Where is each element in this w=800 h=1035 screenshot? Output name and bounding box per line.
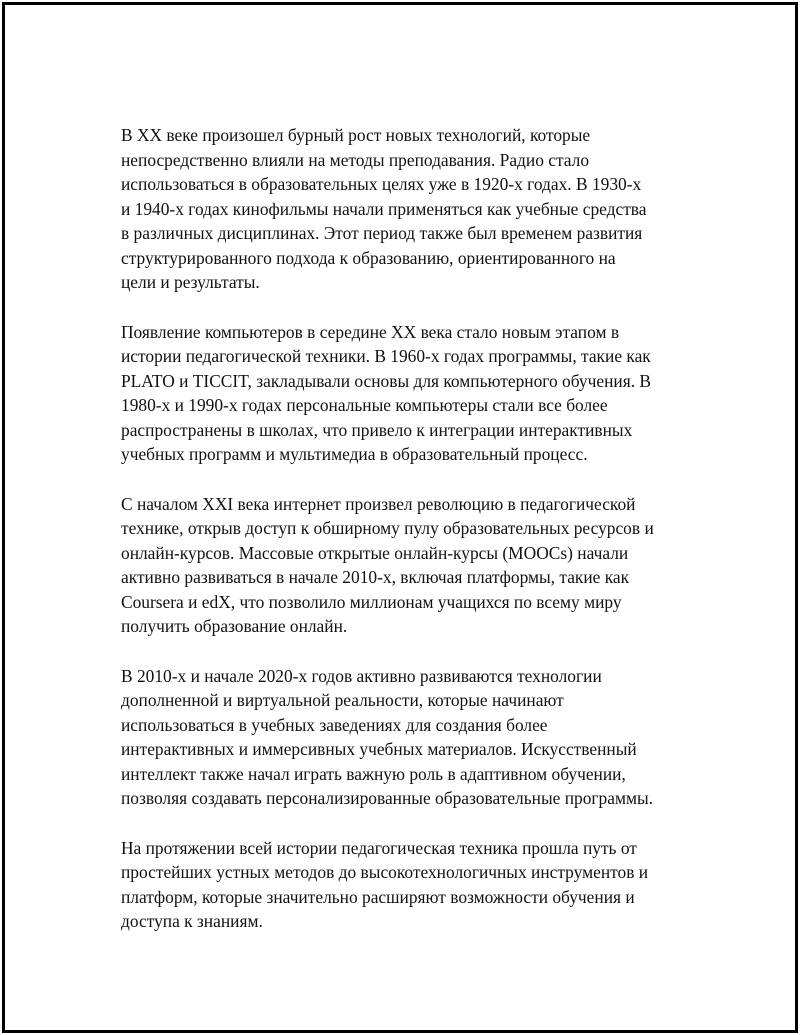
- paragraph-line: учебных программ и мультимедиа в образовательный процесс.: [121, 444, 588, 464]
- paragraph-line: технике, открыв доступ к обширному пулу образовательных ресурсов и: [121, 518, 654, 538]
- paragraph-line: распространены в школах, что привело к интеграции интерактивных: [121, 419, 633, 440]
- page-frame: [2, 2, 798, 1033]
- paragraph-line: 1980-х и 1990-х годах персональные компьютеры стали все более: [121, 395, 608, 415]
- paragraph-line: получить образование онлайн.: [121, 616, 348, 636]
- paragraph-line: структурированного подхода к образованию, ориентированного на: [121, 247, 616, 268]
- paragraph-line: В 2010-х и начале 2020-х годов активно развиваются технологии: [121, 665, 602, 686]
- paragraph-line: и 1940-х годах кинофильмы начали применяться как учебные средства: [121, 198, 647, 219]
- document-body: [121, 123, 693, 959]
- paragraph-line: На протяжении всей истории педагогическая техника прошла путь от: [121, 837, 637, 858]
- paragraph-line: интерактивных и иммерсивных учебных материалов. Искусственный: [121, 739, 637, 759]
- paragraph-line: В XX веке произошел бурный рост новых технологий, которые: [121, 125, 591, 145]
- paragraph-line: платформ, которые значительно расширяют возможности обучения и: [121, 886, 635, 907]
- paragraph-1: [121, 123, 693, 295]
- paragraph-line: позволяя создавать персонализированные образовательные программы.: [121, 788, 653, 808]
- paragraph-3: [121, 492, 693, 639]
- paragraph-line: активно развиваться в начале 2010-х, включая платформы, такие как: [121, 567, 630, 587]
- paragraph-line: онлайн-курсов. Массовые открытые онлайн-курсы (MOOCs) начали: [121, 542, 629, 563]
- paragraph-line: Coursera и edX, что позволило миллионам учащихся по всему миру: [121, 591, 622, 612]
- paragraph-line: доступа к знаниям.: [121, 911, 263, 931]
- paragraph-line: интеллект также начал играть важную роль в адаптивном обучении,: [121, 763, 626, 784]
- paragraph-line: истории педагогической техники. В 1960-х годах программы, такие как: [121, 346, 651, 366]
- paragraph-line: PLATO и TICCIT, закладывали основы для компьютерного обучения. В: [121, 370, 651, 391]
- paragraph-line: использоваться в учебных заведениях для создания более: [121, 714, 548, 735]
- paragraph-line: в различных дисциплинах. Этот период также был временем развития: [121, 223, 643, 243]
- paragraph-line: простейших устных методов до высокотехнологичных инструментов и: [121, 862, 649, 882]
- paragraph-line: использоваться в образовательных целях уже в 1920-х годах. В 1930-х: [121, 174, 642, 194]
- paragraph-line: дополненной и виртуальной реальности, которые начинают: [121, 690, 564, 710]
- paragraph-5: [121, 836, 693, 934]
- paragraph-4: [121, 664, 693, 811]
- paragraph-line: С началом XXI века интернет произвел революцию в педагогической: [121, 493, 636, 514]
- paragraph-2: [121, 320, 693, 467]
- paragraph-line: непосредственно влияли на методы преподавания. Радио стало: [121, 149, 590, 170]
- paragraph-line: цели и результаты.: [121, 272, 260, 292]
- paragraph-line: Появление компьютеров в середине XX века стало новым этапом в: [121, 321, 620, 342]
